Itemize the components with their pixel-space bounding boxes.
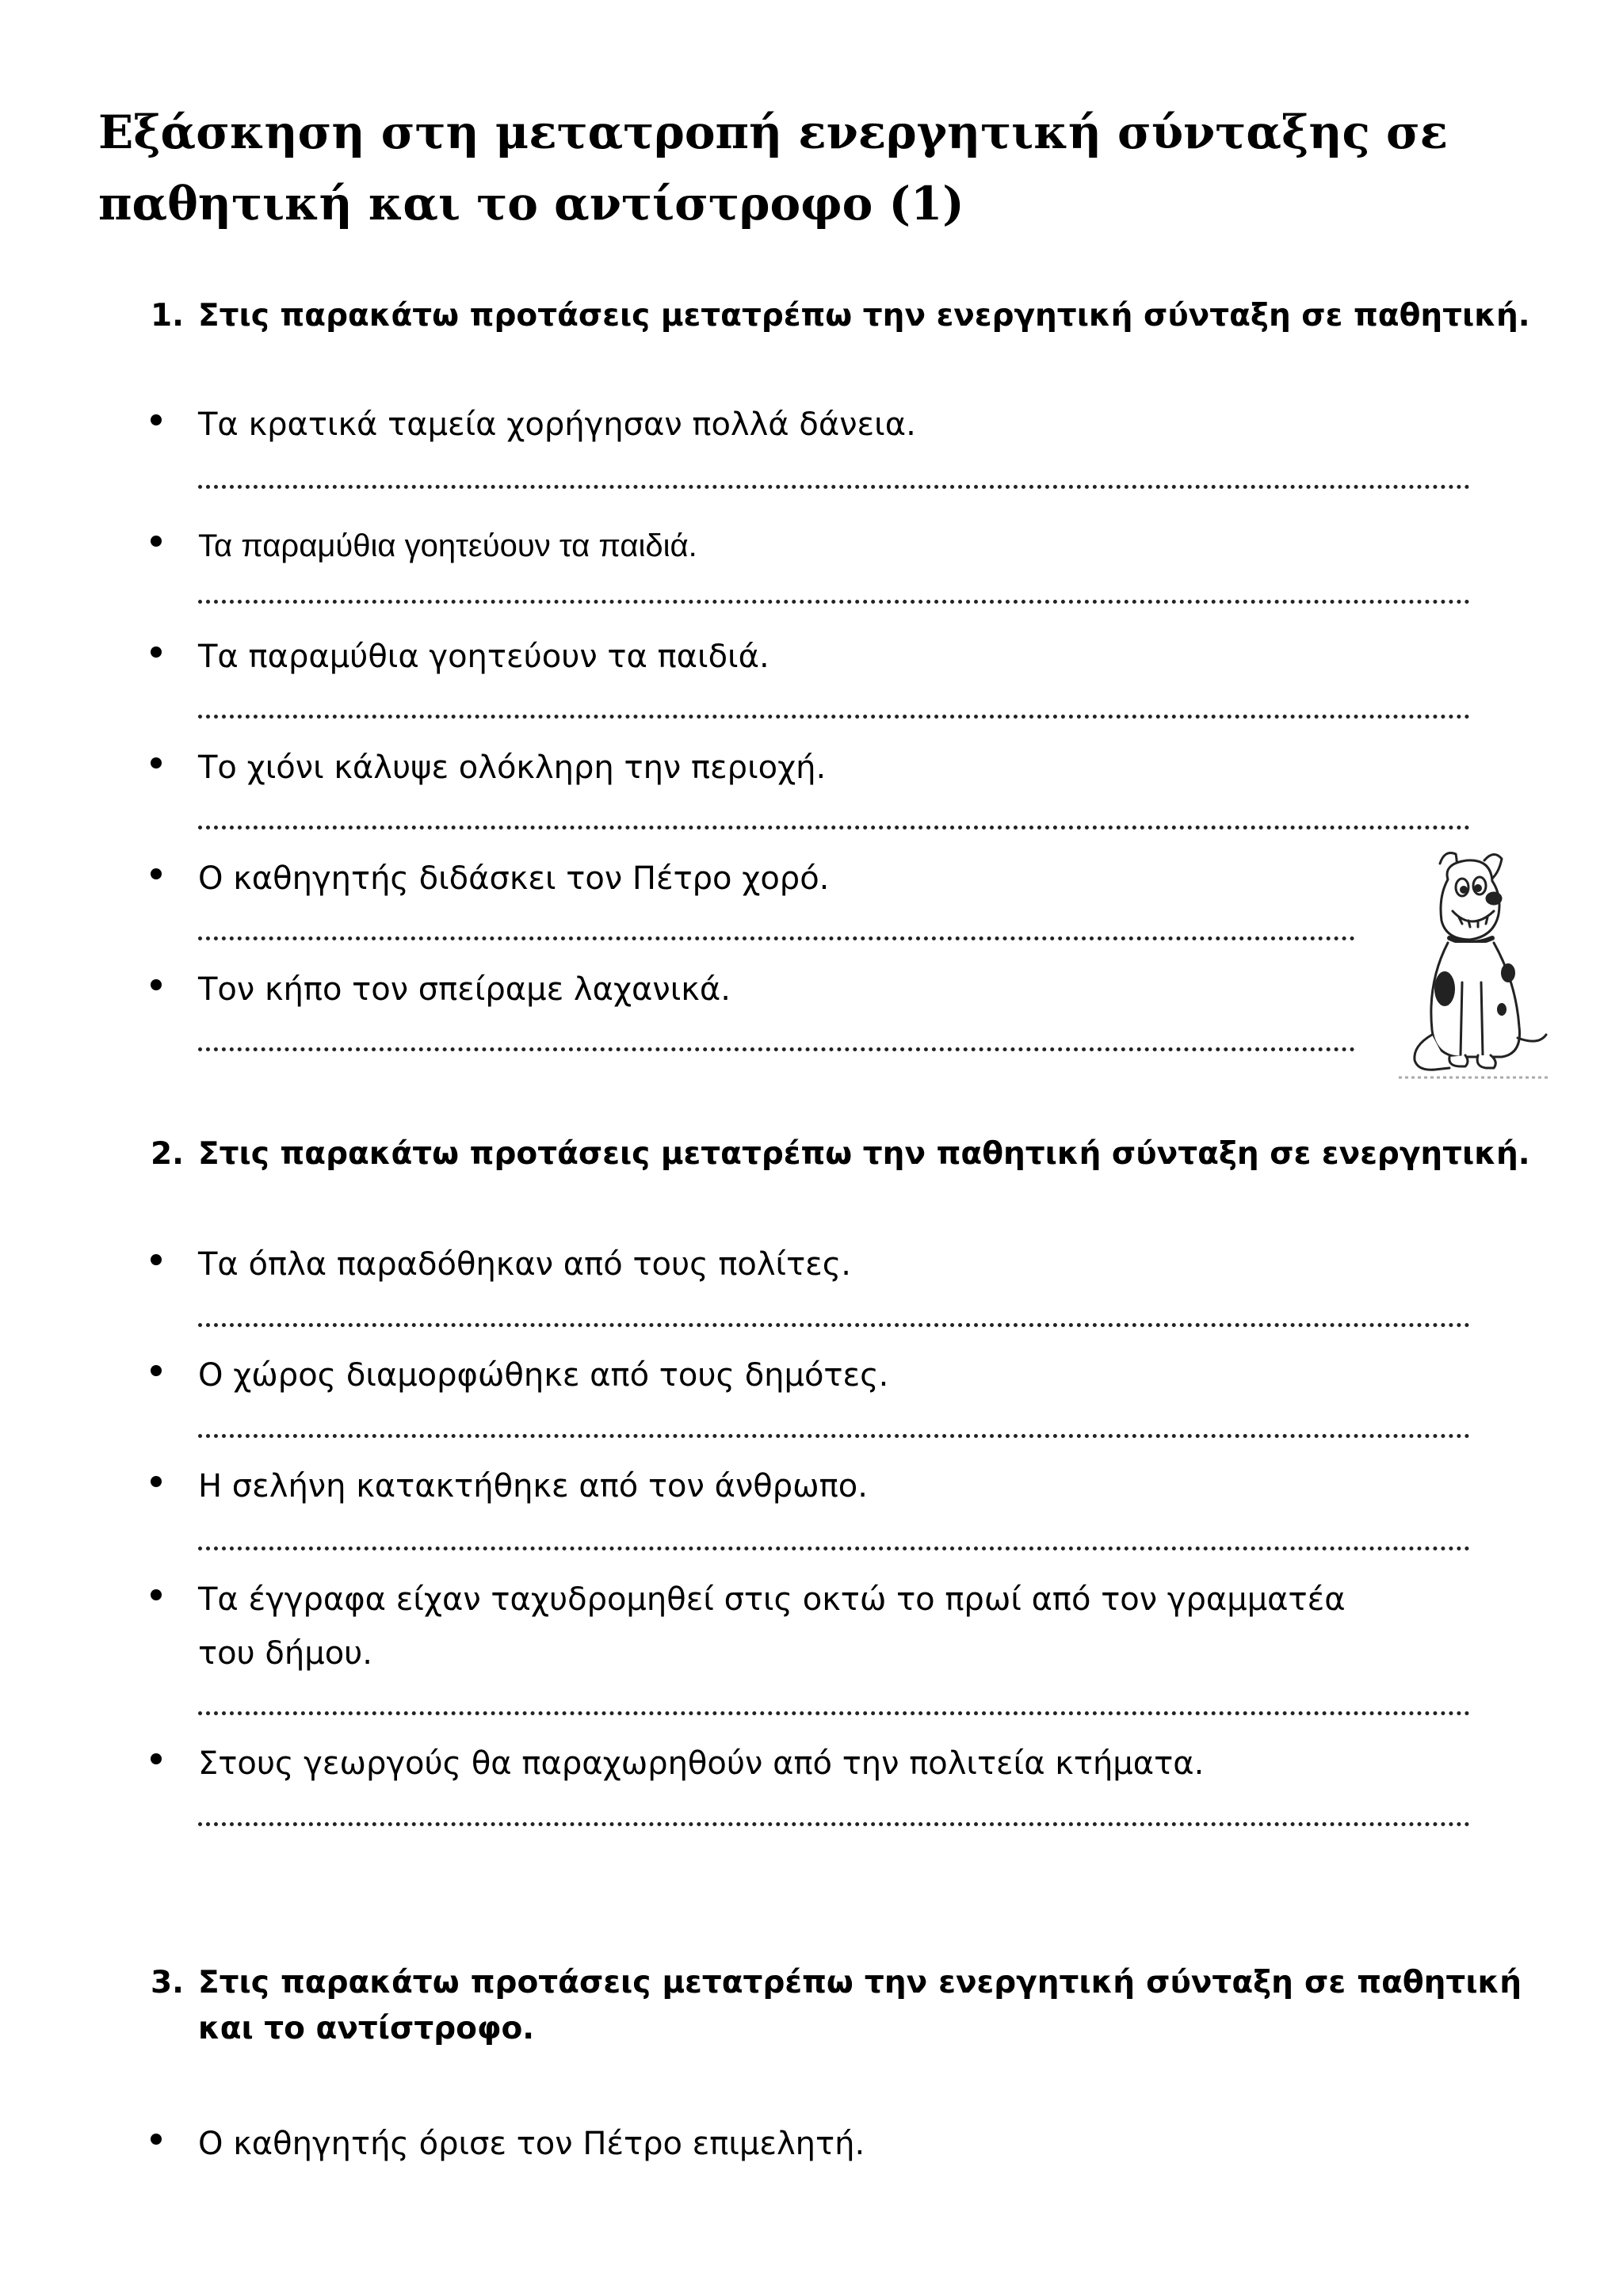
- exercise-sentence: Ο χώρος διαμορφώθηκε από τους δημότες.: [198, 1357, 889, 1394]
- section-number: 2.: [151, 1136, 184, 1172]
- list-item: [151, 1459, 1466, 1513]
- bullet-icon: [151, 1254, 162, 1265]
- bullet-icon: [151, 414, 162, 425]
- list-item: [151, 1348, 1466, 1402]
- cartoon-dog-illustration: [1383, 848, 1553, 1085]
- bullet-icon: [151, 1753, 162, 1764]
- exercise-sentence: Το χιόνι κάλυψε ολόκληρη την περιοχή.: [198, 749, 827, 786]
- bullet-icon: [151, 646, 162, 658]
- list-item: [151, 1737, 1466, 1791]
- list-item: [151, 2117, 1466, 2171]
- answer-line[interactable]: [198, 826, 1470, 830]
- exercise-sentence: Ο καθηγητής διδάσκει τον Πέτρο χορό.: [198, 860, 830, 897]
- answer-line[interactable]: [198, 1323, 1470, 1327]
- exercise-sentence: Τον κήπο τον σπείραμε λαχανικά.: [198, 971, 731, 1008]
- title-line-2: παθητική και το αντίστροφο (1): [98, 177, 964, 231]
- exercise-sentence: Τα παραμύθια γοητεύουν τα παιδιά.: [198, 528, 697, 563]
- section-1-heading: [151, 293, 1530, 339]
- list-item: [151, 741, 1466, 795]
- answer-line[interactable]: [198, 1434, 1470, 1438]
- exercise-sentence: Η σελήνη κατακτήθηκε από τον άνθρωπο.: [198, 1468, 868, 1505]
- answer-line[interactable]: [198, 1547, 1470, 1550]
- answer-line[interactable]: [198, 485, 1470, 489]
- bullet-icon: [151, 757, 162, 769]
- bullet-icon: [151, 536, 162, 547]
- bullet-icon: [151, 2134, 162, 2145]
- list-item: [151, 630, 1466, 684]
- bullet-icon: [151, 1589, 162, 1600]
- section-number: 3.: [151, 1965, 184, 2000]
- exercise-sentence: Τα κρατικά ταμεία χορήγησαν πολλά δάνεια.: [198, 406, 916, 443]
- section-2-heading: [151, 1131, 1530, 1177]
- bullet-icon: [151, 979, 162, 990]
- answer-line[interactable]: [198, 1047, 1355, 1051]
- list-item: [151, 519, 1466, 573]
- answer-line[interactable]: [198, 1711, 1470, 1715]
- bullet-icon: [151, 1365, 162, 1376]
- section-3-heading: [151, 1960, 1522, 2052]
- exercise-sentence: Στους γεωργούς θα παραχωρηθούν από την πολιτεία κτήματα.: [198, 1745, 1205, 1782]
- section-heading-text: Στις παρακάτω προτάσεις μετατρέπω την ενεργητική σύνταξη σε παθητική.: [198, 298, 1530, 334]
- section-number: 1.: [151, 298, 184, 334]
- list-item: [151, 1238, 1466, 1291]
- answer-line[interactable]: [198, 1822, 1470, 1826]
- page-title: [98, 97, 1525, 239]
- answer-line[interactable]: [198, 715, 1470, 719]
- list-item: [151, 398, 1466, 452]
- section-heading-text: Στις παρακάτω προτάσεις μετατρέπω την ενεργητική σύνταξη σε παθητική και το αντίστροφο.: [198, 1965, 1522, 2046]
- list-item: [151, 1573, 1403, 1680]
- title-line-1: Εξάσκηση στη μετατροπή ενεργητική σύνταξης σε: [98, 105, 1449, 159]
- exercise-sentence: Τα έγγραφα είχαν ταχυδρομηθεί στις οκτώ το πρωί από τον γραμματέα του δήμου.: [198, 1581, 1346, 1672]
- list-item: [151, 963, 1466, 1016]
- list-item: [151, 852, 1466, 906]
- exercise-sentence: Τα παραμύθια γοητεύουν τα παιδιά.: [198, 639, 769, 675]
- answer-line[interactable]: [198, 600, 1470, 604]
- section-heading-text: Στις παρακάτω προτάσεις μετατρέπω την παθητική σύνταξη σε ενεργητική.: [198, 1136, 1530, 1172]
- answer-line[interactable]: [198, 936, 1355, 940]
- bullet-icon: [151, 868, 162, 879]
- bullet-icon: [151, 1476, 162, 1487]
- exercise-sentence: Τα όπλα παραδόθηκαν από τους πολίτες.: [198, 1246, 851, 1283]
- exercise-sentence: Ο καθηγητής όρισε τον Πέτρο επιμελητή.: [198, 2126, 865, 2162]
